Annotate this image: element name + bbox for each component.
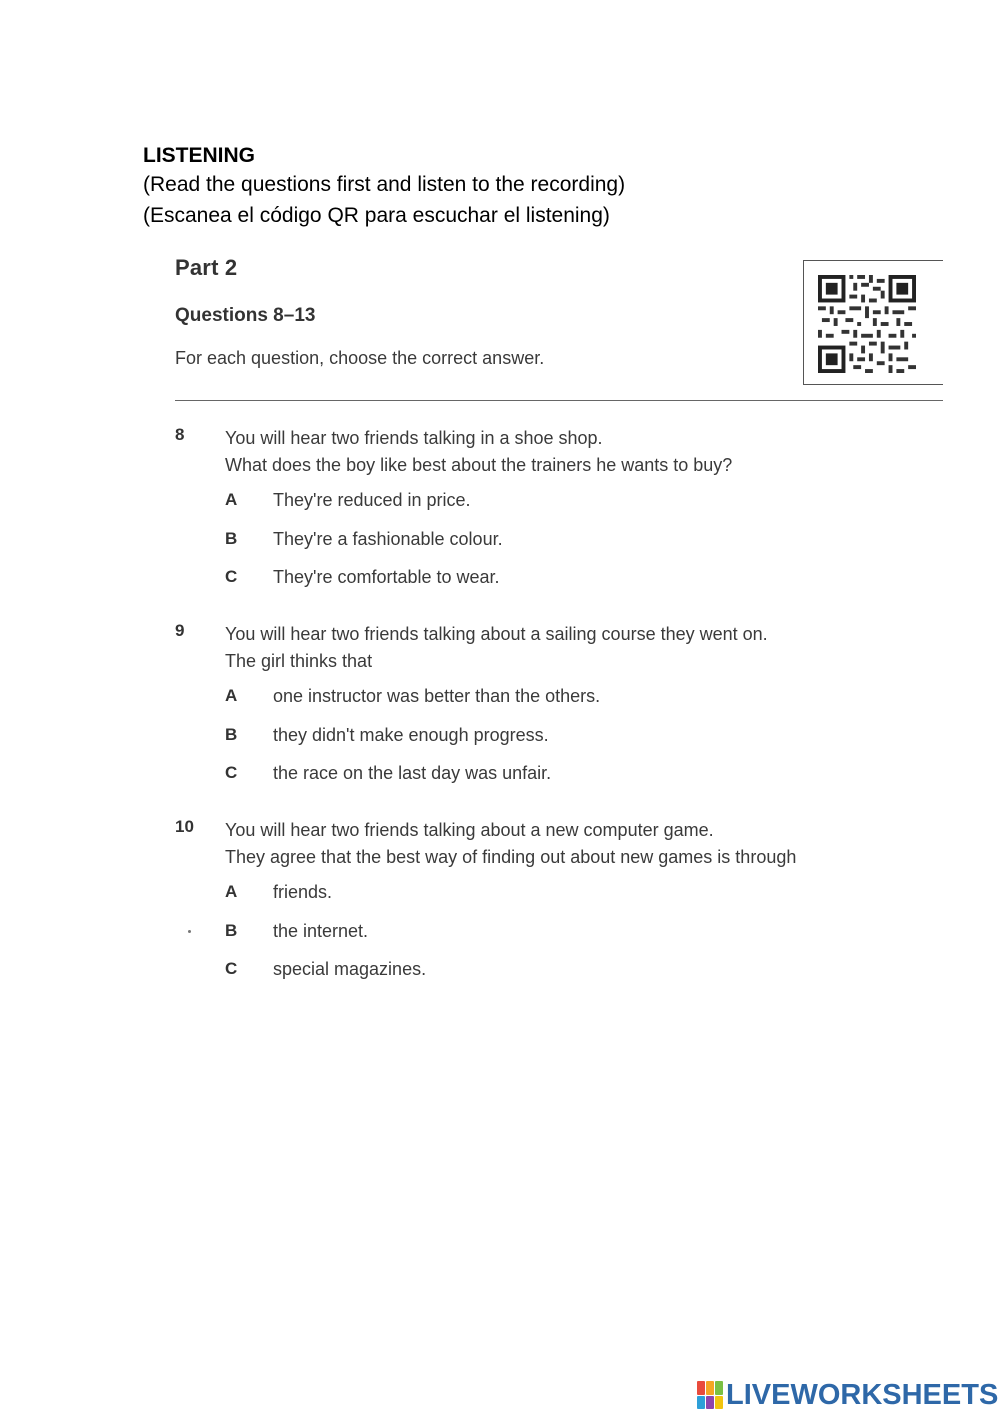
option-letter: A (225, 882, 238, 901)
qr-code-frame[interactable] (803, 260, 943, 385)
section-divider (175, 400, 943, 401)
part-instruction: For each question, choose the correct answer. (175, 348, 545, 368)
question-number: 10 (175, 817, 194, 836)
option-letter: A (225, 490, 238, 509)
option-text: one instructor was better than the others. (273, 686, 601, 706)
option-letter: A (225, 686, 238, 705)
option-text: They're reduced in price. (273, 490, 471, 510)
question-line: You will hear two friends talking about a sailing course they went on. (225, 624, 768, 644)
question-line: They agree that the best way of finding out about new games is through (225, 847, 797, 867)
option-letter: C (225, 567, 238, 586)
option-letter: B (225, 529, 238, 548)
option-letter: B (225, 921, 238, 940)
questions-range: Questions 8–13 (175, 305, 316, 326)
qr-code-icon[interactable] (818, 275, 916, 373)
question-prompt (225, 425, 732, 479)
question-number: 9 (175, 621, 185, 640)
instruction-english: (Read the questions first and listen to the recording) (143, 173, 626, 196)
question-line: What does the boy like best about the trainers he wants to buy? (225, 455, 733, 475)
liveworksheets-branding[interactable] (697, 1378, 998, 1412)
option-text: friends. (273, 882, 333, 902)
part-title: Part 2 (175, 255, 238, 280)
question-line: You will hear two friends talking about a new computer game. (225, 820, 714, 840)
option-text: They're a fashionable colour. (273, 529, 503, 549)
scan-speck (188, 930, 191, 933)
option-text: They're comfortable to wear. (273, 567, 500, 587)
question-prompt (225, 817, 796, 871)
worksheet-header (143, 143, 943, 231)
question-prompt (225, 621, 768, 675)
option-letter: B (225, 725, 238, 744)
option-letter: C (225, 959, 238, 978)
liveworksheets-logo-icon (697, 1381, 723, 1409)
question-line: You will hear two friends talking in a shoe shop. (225, 428, 603, 448)
instruction-spanish: (Escanea el código QR para escuchar el listening) (143, 204, 610, 227)
option-letter: C (225, 763, 238, 782)
question-line: The girl thinks that (225, 651, 373, 671)
option-text: they didn't make enough progress. (273, 725, 549, 745)
option-text: the race on the last day was unfair. (273, 763, 552, 783)
brand-name: LIVEWORKSHEETS (726, 1379, 999, 1411)
question-number: 8 (175, 425, 185, 444)
option-text: the internet. (273, 921, 369, 941)
section-title: LISTENING (143, 144, 256, 167)
option-text: special magazines. (273, 959, 427, 979)
